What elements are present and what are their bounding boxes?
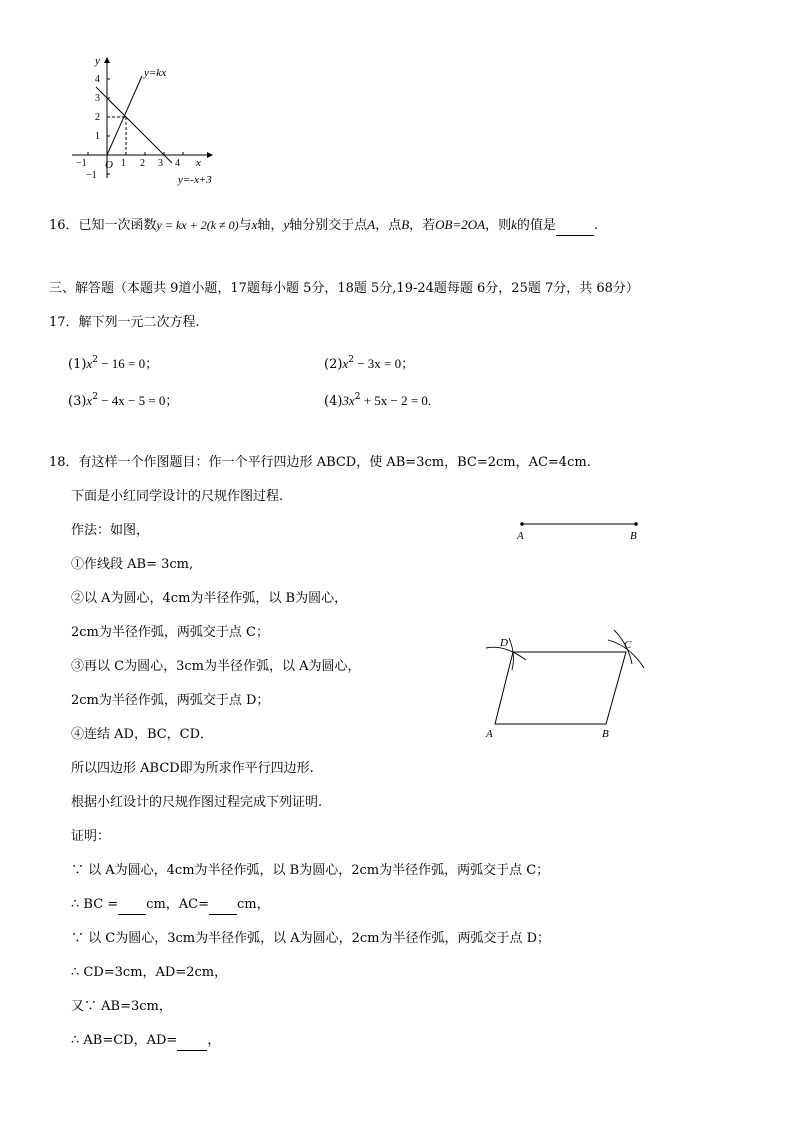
q18-method: 作法：如图，	[71, 523, 150, 538]
q18-step-4: ④连结 AD，BC，CD．	[71, 727, 214, 742]
question-16: 16．已知一次函数y = kx + 2(k ≠ 0)与x轴，y轴分别交于点A，点B，若OB=2OA，则k的值是 .	[49, 216, 598, 236]
label-b: B	[630, 530, 637, 542]
proof-heading: 证明：	[71, 829, 111, 844]
y-tick-label: 3	[95, 93, 100, 104]
question-17-title: 17．解下列一元二次方程.	[49, 315, 200, 330]
equation-1: $(1)x^2 - 16 = 0$；	[68, 355, 159, 372]
y-tick-label: 2	[95, 112, 100, 123]
y-tick-label: 4	[95, 74, 100, 85]
proof-line-1: ∵ 以 A为圆心，4cm为半径作弧，以 B为圆心，2cm为半径作弧，两弧交于点 C；	[71, 863, 550, 878]
q18-step-3b: 2cm为半径作弧，两弧交于点 D；	[71, 693, 270, 708]
label-c: C	[624, 639, 632, 651]
function-formula: y = kx + 2(k ≠ 0)	[156, 218, 239, 232]
proof-line-3: ∵ 以 C为圆心，3cm为半径作弧，以 A为圆心，2cm为半径作弧，两弧交于点 D；	[71, 931, 551, 946]
y-tick-label: −1	[86, 170, 97, 181]
question-18-title: 18．有这样一个作图题目：作一个平行四边形 ABCD，使 AB=3cm，BC=2cm，AC=4cm.	[49, 455, 591, 470]
arc-d-1	[486, 647, 526, 660]
parallelogram-abcd	[495, 652, 626, 724]
answer-blank	[209, 896, 237, 915]
x-tick-label: 2	[140, 158, 145, 169]
proof-line-6: ∴ AB=CD，AD= ，	[71, 1032, 220, 1051]
point-a	[520, 522, 524, 526]
label-a: A	[486, 728, 493, 740]
x-tick-label: 4	[175, 158, 180, 169]
answer-blank	[556, 217, 594, 236]
line-kx-label: y=kx	[144, 67, 167, 79]
q18-conclusion: 所以四边形 ABCD即为所求作平行四边形.	[71, 761, 314, 776]
q18-step-2: ②以 A为圆心，4cm为半径作弧，以 B为圆心，	[71, 591, 348, 606]
proof-line-4: ∴ CD=3cm，AD=2cm，	[71, 965, 228, 980]
point-b	[634, 522, 638, 526]
proof-line-5: 又∵ AB=3cm，	[71, 999, 172, 1014]
q18-intro: 下面是小红同学设计的尺规作图过程.	[71, 489, 284, 504]
origin-label: O	[105, 159, 113, 171]
answer-blank	[118, 896, 146, 915]
q18-step-1: ①作线段 AB= 3cm,	[71, 557, 194, 572]
line-neg-x-label: y=-x+3	[178, 174, 212, 186]
x-tick-label: −1	[76, 158, 87, 169]
x-axis-label: x	[196, 157, 201, 169]
section-3-heading: 三、解答题（本题共 9道小题，17题每小题 5分，18题 5分,19-24题每题 6分，25题 7分，共 68分）	[49, 281, 639, 296]
x-tick-label: 1	[121, 158, 126, 169]
x-tick-label: 3	[158, 158, 163, 169]
coordinate-graph	[62, 52, 242, 192]
q18-step-2b: 2cm为半径作弧，两弧交于点 C；	[71, 625, 269, 640]
line-y-kx	[107, 76, 142, 155]
answer-blank	[177, 1032, 207, 1051]
equation-3: $(3)x^2 - 4x - 5 = 0$；	[68, 392, 179, 409]
parallelogram-figure	[482, 622, 662, 742]
equation-2: $(2)x^2 - 3x = 0$；	[324, 355, 415, 372]
q18-step-3: ③再以 C为圆心，3cm为半径作弧，以 A为圆心，	[71, 659, 361, 674]
equation-4: $(4)3x^2 + 5x - 2 = 0$.	[324, 392, 432, 409]
label-b: B	[602, 728, 609, 740]
y-tick-label: 1	[95, 131, 100, 142]
label-d: D	[500, 637, 508, 649]
label-a: A	[517, 530, 524, 542]
q18-task: 根据小红设计的尺规作图过程完成下列证明.	[71, 795, 323, 810]
y-axis-label: y	[95, 55, 100, 67]
proof-line-2: ∴ BC = cm，AC= cm，	[71, 896, 270, 915]
segment-ab-figure	[512, 516, 652, 546]
